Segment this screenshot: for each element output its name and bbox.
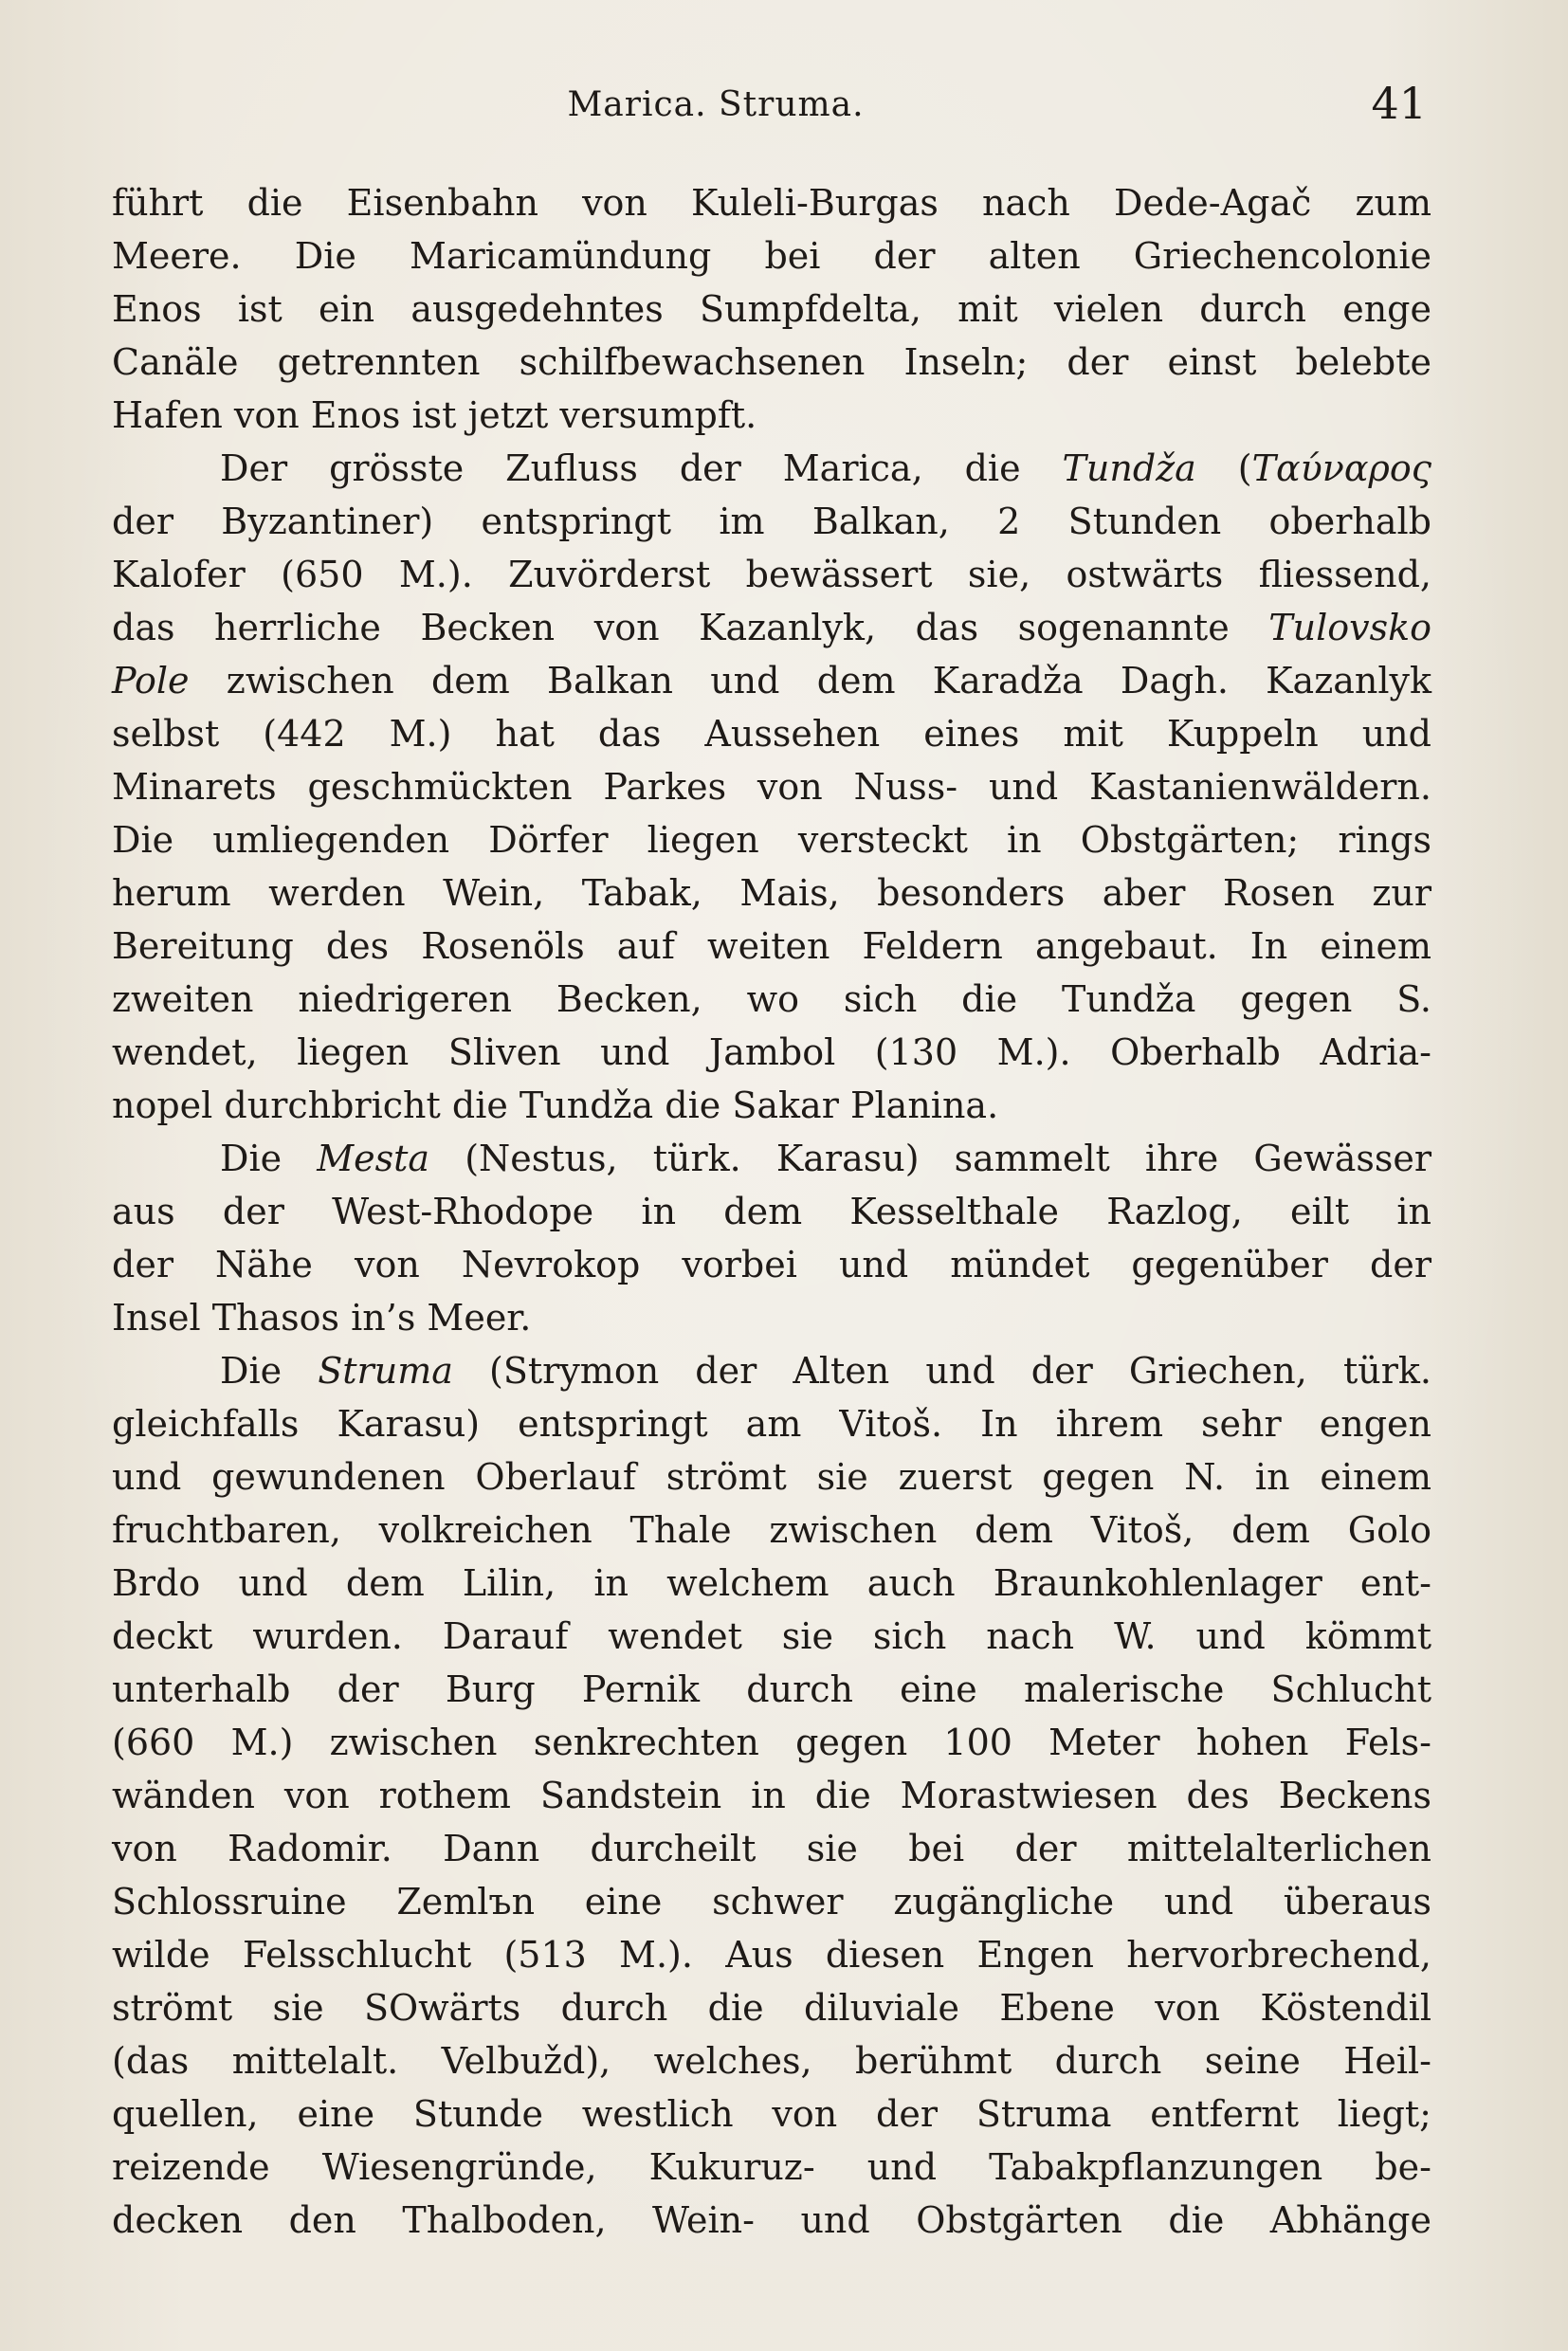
text-line xyxy=(112,973,1431,1026)
text-run: strömt sie SOwärts durch die diluviale Ebene von Köstendil xyxy=(112,1987,1431,2029)
text-line xyxy=(112,1504,1431,1557)
italic-term: Ταύναρος xyxy=(1251,447,1431,489)
text-run: unterhalb der Burg Pernik durch eine malerische Schlucht xyxy=(112,1668,1431,1710)
text-line xyxy=(112,707,1431,760)
italic-term: Mesta xyxy=(317,1138,430,1179)
text-line xyxy=(112,336,1431,389)
text-run: decken den Thalboden, Wein- und Obstgärten die Abhänge xyxy=(112,2199,1431,2241)
text-run: wilde Felsschlucht (513 M.). Aus diesen Engen hervorbrechend, xyxy=(112,1934,1431,1976)
text-line xyxy=(112,2034,1431,2087)
text-line xyxy=(112,1928,1431,1981)
text-line xyxy=(112,1450,1431,1504)
text-line xyxy=(112,760,1431,813)
paragraph xyxy=(112,1344,1431,2247)
text-line xyxy=(112,1079,1431,1132)
text-line xyxy=(112,229,1431,282)
text-run: Insel Thasos in’s Meer. xyxy=(112,1297,532,1339)
text-line xyxy=(112,1238,1431,1291)
text-run: Enos ist ein ausgedehntes Sumpfdelta, mit vielen durch enge xyxy=(112,288,1431,330)
text-line xyxy=(112,1132,1431,1185)
text-run: Die umliegenden Dörfer liegen versteckt in Obstgärten; rings xyxy=(112,819,1431,861)
text-line xyxy=(112,654,1431,707)
text-line xyxy=(112,1610,1431,1663)
text-line xyxy=(112,1663,1431,1716)
text-run: Minarets geschmückten Parkes von Nuss- und Kastanienwäldern. xyxy=(112,766,1431,808)
text-line xyxy=(112,1875,1431,1928)
text-line xyxy=(112,866,1431,920)
text-run: gleichfalls Karasu) entspringt am Vitoš. In ihrem sehr engen xyxy=(112,1403,1431,1445)
text-run: Die xyxy=(220,1138,318,1179)
paragraph xyxy=(112,442,1431,1132)
text-line xyxy=(112,601,1431,654)
text-line xyxy=(112,1291,1431,1344)
text-run: aus der West-Rhodope in dem Kesselthale Razlog, eilt in xyxy=(112,1191,1431,1232)
text-line xyxy=(112,548,1431,601)
text-run: wänden von rothem Sandstein in die Morastwiesen des Beckens xyxy=(112,1775,1431,1816)
text-line xyxy=(112,282,1431,336)
running-title: Marica. Struma. xyxy=(567,85,865,124)
text-run: deckt wurden. Darauf wendet sie sich nach W. und kömmt xyxy=(112,1615,1431,1657)
text-run: (660 M.) zwischen senkrechten gegen 100 Meter hohen Fels- xyxy=(112,1722,1431,1763)
text-run: selbst (442 M.) hat das Aussehen eines mit Kuppeln und xyxy=(112,713,1431,755)
text-run: der Nähe von Nevrokop vorbei und mündet gegenüber der xyxy=(112,1244,1431,1285)
text-line xyxy=(112,1185,1431,1238)
text-run: der Byzantiner) entspringt im Balkan, 2 Stunden oberhalb xyxy=(112,501,1431,542)
text-run: wendet, liegen Sliven und Jambol (130 M.). Oberhalb Adria- xyxy=(112,1031,1431,1073)
text-line xyxy=(112,1769,1431,1822)
text-run: ( xyxy=(1195,447,1252,489)
text-line xyxy=(112,2087,1431,2141)
text-run: (Nestus, türk. Karasu) sammelt ihre Gewässer xyxy=(429,1138,1432,1179)
italic-term: Pole xyxy=(112,660,190,702)
text-line xyxy=(112,2141,1431,2194)
text-run: quellen, eine Stunde westlich von der Struma entfernt liegt; xyxy=(112,2093,1431,2135)
text-run: zwischen dem Balkan und dem Karadža Dagh. Kazanlyk xyxy=(189,660,1431,702)
text-run: Die xyxy=(220,1350,319,1392)
paragraph xyxy=(112,1132,1431,1344)
text-line xyxy=(112,442,1431,495)
text-run: zweiten niedrigeren Becken, wo sich die Tundža gegen S. xyxy=(112,978,1431,1020)
text-run: Kalofer (650 M.). Zuvörderst bewässert sie, ostwärts fliessend, xyxy=(112,554,1431,595)
text-run: Meere. Die Maricamündung bei der alten Griechencolonie xyxy=(112,235,1431,277)
text-run: nopel durchbricht die Tundža die Sakar Planina. xyxy=(112,1084,999,1126)
italic-term: Tundža xyxy=(1062,447,1196,489)
running-head xyxy=(114,78,1427,135)
body-text xyxy=(112,176,1431,2247)
text-run: Bereitung des Rosenöls auf weiten Feldern angebaut. In einem xyxy=(112,925,1431,967)
text-run: Schlossruine Zemlъn eine schwer zugängliche und überaus xyxy=(112,1881,1431,1923)
text-run: (das mittelalt. Velbužd), welches, berühmt durch seine Heil- xyxy=(112,2040,1431,2082)
text-run: von Radomir. Dann durcheilt sie bei der mittelalterlichen xyxy=(112,1828,1431,1869)
text-line xyxy=(112,1716,1431,1769)
text-line xyxy=(112,920,1431,973)
page-number: 41 xyxy=(1371,78,1427,129)
text-line xyxy=(112,1397,1431,1450)
text-run: und gewundenen Oberlauf strömt sie zuerst gegen N. in einem xyxy=(112,1456,1431,1498)
text-line xyxy=(112,495,1431,548)
text-run: Der grösste Zufluss der Marica, die xyxy=(220,447,1063,489)
text-run: reizende Wiesengründe, Kukuruz- und Tabakpflanzungen be- xyxy=(112,2146,1431,2188)
text-run: Brdo und dem Lilin, in welchem auch Braunkohlenlager ent- xyxy=(112,1562,1431,1604)
text-run: Canäle getrennten schilfbewachsenen Inseln; der einst belebte xyxy=(112,341,1431,383)
text-line xyxy=(112,176,1431,229)
text-line xyxy=(112,813,1431,866)
text-run: führt die Eisenbahn von Kuleli-Burgas nach Dede-Agač zum xyxy=(112,182,1431,224)
text-run: (Strymon der Alten und der Griechen, türk. xyxy=(452,1350,1432,1392)
text-run: fruchtbaren, volkreichen Thale zwischen dem Vitoš, dem Golo xyxy=(112,1509,1431,1551)
text-run: Hafen von Enos ist jetzt versumpft. xyxy=(112,394,757,436)
text-line xyxy=(112,1981,1431,2034)
text-line xyxy=(112,2194,1431,2247)
paragraph xyxy=(112,176,1431,442)
italic-term: Struma xyxy=(318,1350,453,1392)
text-line xyxy=(112,1822,1431,1875)
text-run: herum werden Wein, Tabak, Mais, besonders aber Rosen zur xyxy=(112,872,1431,914)
text-run: das herrliche Becken von Kazanlyk, das sogenannte xyxy=(112,607,1269,648)
italic-term: Tulovsko xyxy=(1268,607,1431,648)
text-line xyxy=(112,1344,1431,1397)
text-line xyxy=(112,389,1431,442)
text-line xyxy=(112,1557,1431,1610)
text-line xyxy=(112,1026,1431,1079)
